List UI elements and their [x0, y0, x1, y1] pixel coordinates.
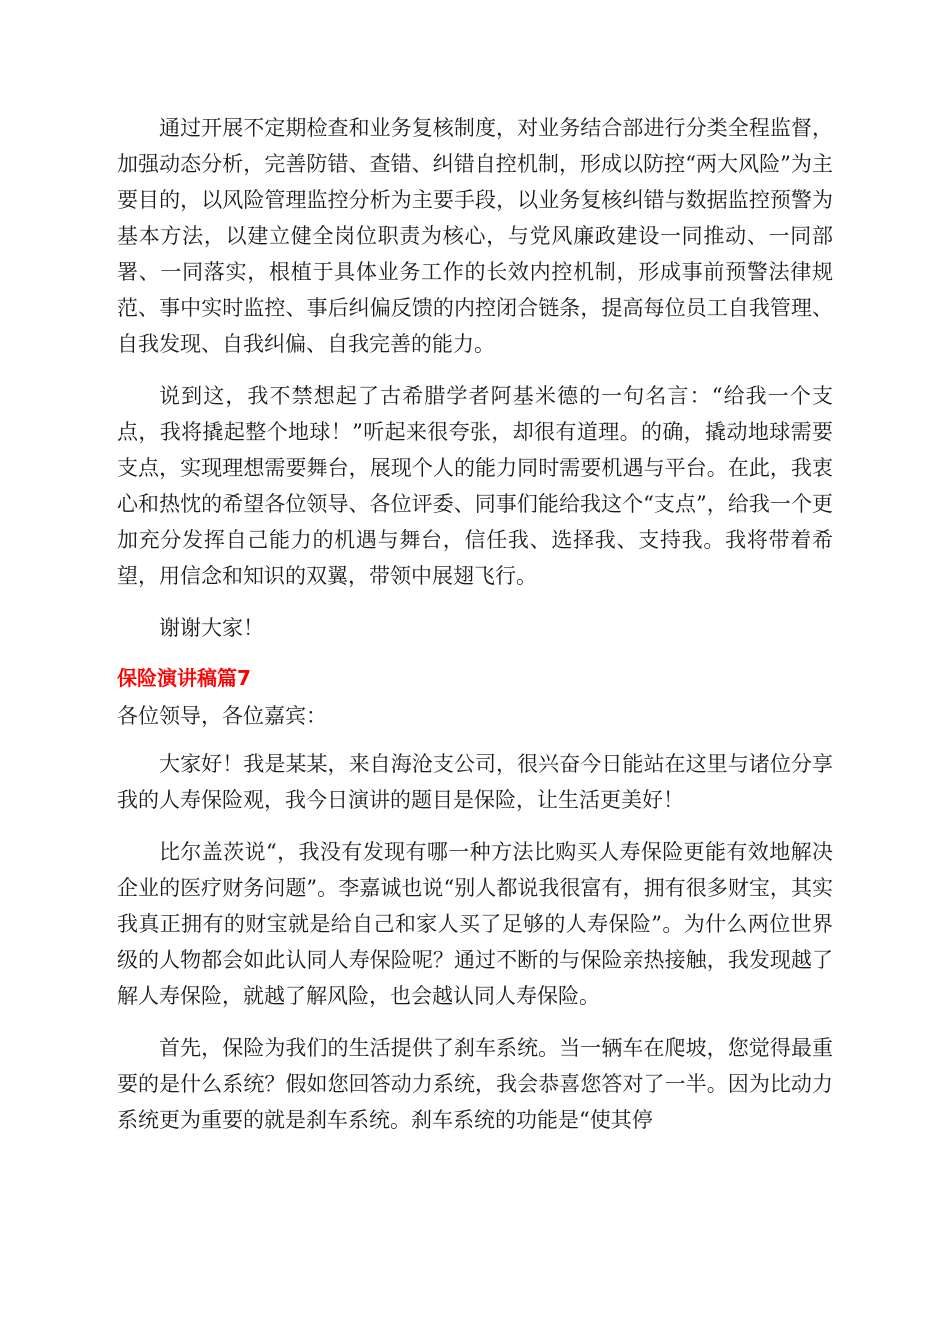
paragraph-greeting: 大家好！我是某某，来自海沧支公司，很兴奋今日能站在这里与诸位分享我的人寿保险观，我今日演讲的题目是保险，让生活更美好！ [117, 752, 833, 812]
paragraph-salutation: 各位领导，各位嘉宾： [117, 704, 327, 728]
paragraph-internal-control: 通过开展不定期检查和业务复核制度，对业务结合部进行分类全程监督，加强动态分析，完善防错、查错、纠错自控机制，形成以防控“两大风险”为主要目的，以风险管理监控分析为主要手段，以业务复核纠错与数据监控预警为基本方法，以建立健全岗位职责为核心，与党风廉政建设一同推动、一同部署、一同落实，根植于具体业务工作的长效内控机制，形成事前预警法律规范、事中实时监控、事后纠偏反馈的内控闭合链条，提高每位员工自我管理、自我发现、自我纠偏、自我完善的能力。 [117, 116, 833, 356]
document-page [117, 110, 833, 1138]
paragraph-quotes: 比尔盖茨说“，我没有发现有哪一种方法比购买人寿保险更能有效地解决企业的医疗财务问题”。李嘉诚也说“别人都说我很富有，拥有很多财宝，其实我真正拥有的财宝就是给自己和家人买了足够的人寿保险”。为什么两位世界级的人物都会如此认同人寿保险呢？通过不断的与保险亲热接触，我发现越了解人寿保险，就越了解风险，也会越认同人寿保险。 [117, 840, 833, 1008]
paragraph-thanks: 谢谢大家！ [159, 616, 264, 640]
paragraph-brake-system: 首先，保险为我们的生活提供了刹车系统。当一辆车在爬坡，您觉得最重要的是什么系统？假如您回答动力系统，我会恭喜您答对了一半。因为比动力系统更为重要的就是刹车系统。刹车系统的功能是“使其停 [117, 1036, 833, 1132]
paragraph-archimedes-fulcrum: 说到这，我不禁想起了古希腊学者阿基米德的一句名言：“给我一个支点，我将撬起整个地球！”听起来很夸张，却很有道理。的确，撬动地球需要支点，实现理想需要舞台，展现个人的能力同时需要机遇与平台。在此，我衷心和热忱的希望各位领导、各位评委、同事们能给我这个“支点”，给我一个更加充分发挥自己能力的机遇与舞台，信任我、选择我、支持我。我将带着希望，用信念和知识的双翼，带领中展翅飞行。 [117, 384, 833, 588]
section-heading: 保险演讲稿篇7 [117, 666, 251, 690]
